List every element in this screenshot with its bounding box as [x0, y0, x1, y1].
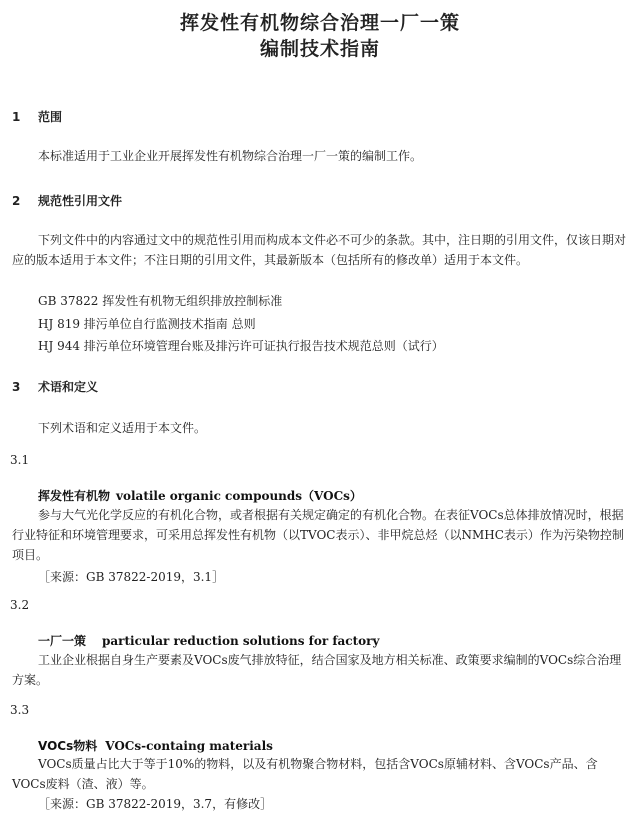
document-title-line1: 挥发性有机物综合治理一厂一策 — [179, 12, 460, 34]
section-title: 术语和定义 — [38, 380, 99, 394]
term-definition: VOCs质量占比大于等于10%的物料，以及有机物聚合物材料，包括含VOCs原辅材料、含VOCs产品、含VOCs废料（渣、液）等。 — [12, 757, 598, 791]
term-heading — [38, 632, 379, 649]
clause-number: 3.1 — [10, 453, 30, 467]
normative-reference-item: HJ 819 排污单位自行监测技术指南 总则 — [38, 317, 256, 331]
term-source: ［来源：GB 37822-2019，3.7，有修改］ — [38, 797, 273, 811]
normative-reference-item: GB 37822 挥发性有机物无组织排放控制标准 — [38, 294, 283, 308]
term-heading — [38, 737, 273, 754]
section-3-heading — [12, 378, 98, 395]
section-number: 3 — [12, 380, 21, 394]
section-2-heading — [12, 192, 122, 209]
clause-number: 3.2 — [10, 598, 30, 612]
section-1-body: 本标准适用于工业企业开展挥发性有机物综合治理一厂一策的编制工作。 — [38, 149, 423, 163]
section-1-heading — [12, 108, 62, 125]
term-english: volatile organic compounds（VOCs） — [116, 489, 362, 503]
section-number: 1 — [12, 110, 21, 124]
term-chinese: 一厂一策 — [38, 634, 87, 648]
term-english: particular reduction solutions for factory — [102, 634, 380, 648]
section-title: 范围 — [38, 110, 63, 124]
normative-reference-item: HJ 944 排污单位环境管理台账及排污许可证执行报告技术规范总则（试行） — [38, 339, 444, 353]
clause-number: 3.3 — [10, 703, 30, 717]
section-title: 规范性引用文件 — [38, 194, 123, 208]
section-number: 2 — [12, 194, 21, 208]
term-definition: 工业企业根据自身生产要素及VOCs废气排放特征，结合国家及地方相关标准、政策要求编制的VOCs综合治理方案。 — [12, 653, 622, 687]
term-source: ［来源：GB 37822-2019，3.1］ — [38, 570, 225, 584]
term-heading — [38, 487, 362, 504]
term-definition: 参与大气光化学反应的有机化合物，或者根据有关规定确定的有机化合物。在表征VOCs总体排放情况时，根据行业特征和环境管理要求，可采用总挥发性有机物（以TVOC表示）、非甲烷总烃（以NMHC表示）作为污染物控制项目。 — [12, 508, 624, 562]
term-english: VOCs-containg materials — [105, 739, 273, 753]
term-chinese: VOCs物料 — [38, 739, 98, 753]
document-title-line2: 编制技术指南 — [259, 38, 380, 60]
term-chinese: 挥发性有机物 — [38, 489, 111, 503]
section-3-body: 下列术语和定义适用于本文件。 — [38, 421, 207, 435]
section-2-body: 下列文件中的内容通过文中的规范性引用而构成本文件必不可少的条款。其中，注日期的引用文件，仅该日期对应的版本适用于本文件；不注日期的引用文件，其最新版本（包括所有的修改单）适用于本文件。 — [12, 233, 627, 267]
